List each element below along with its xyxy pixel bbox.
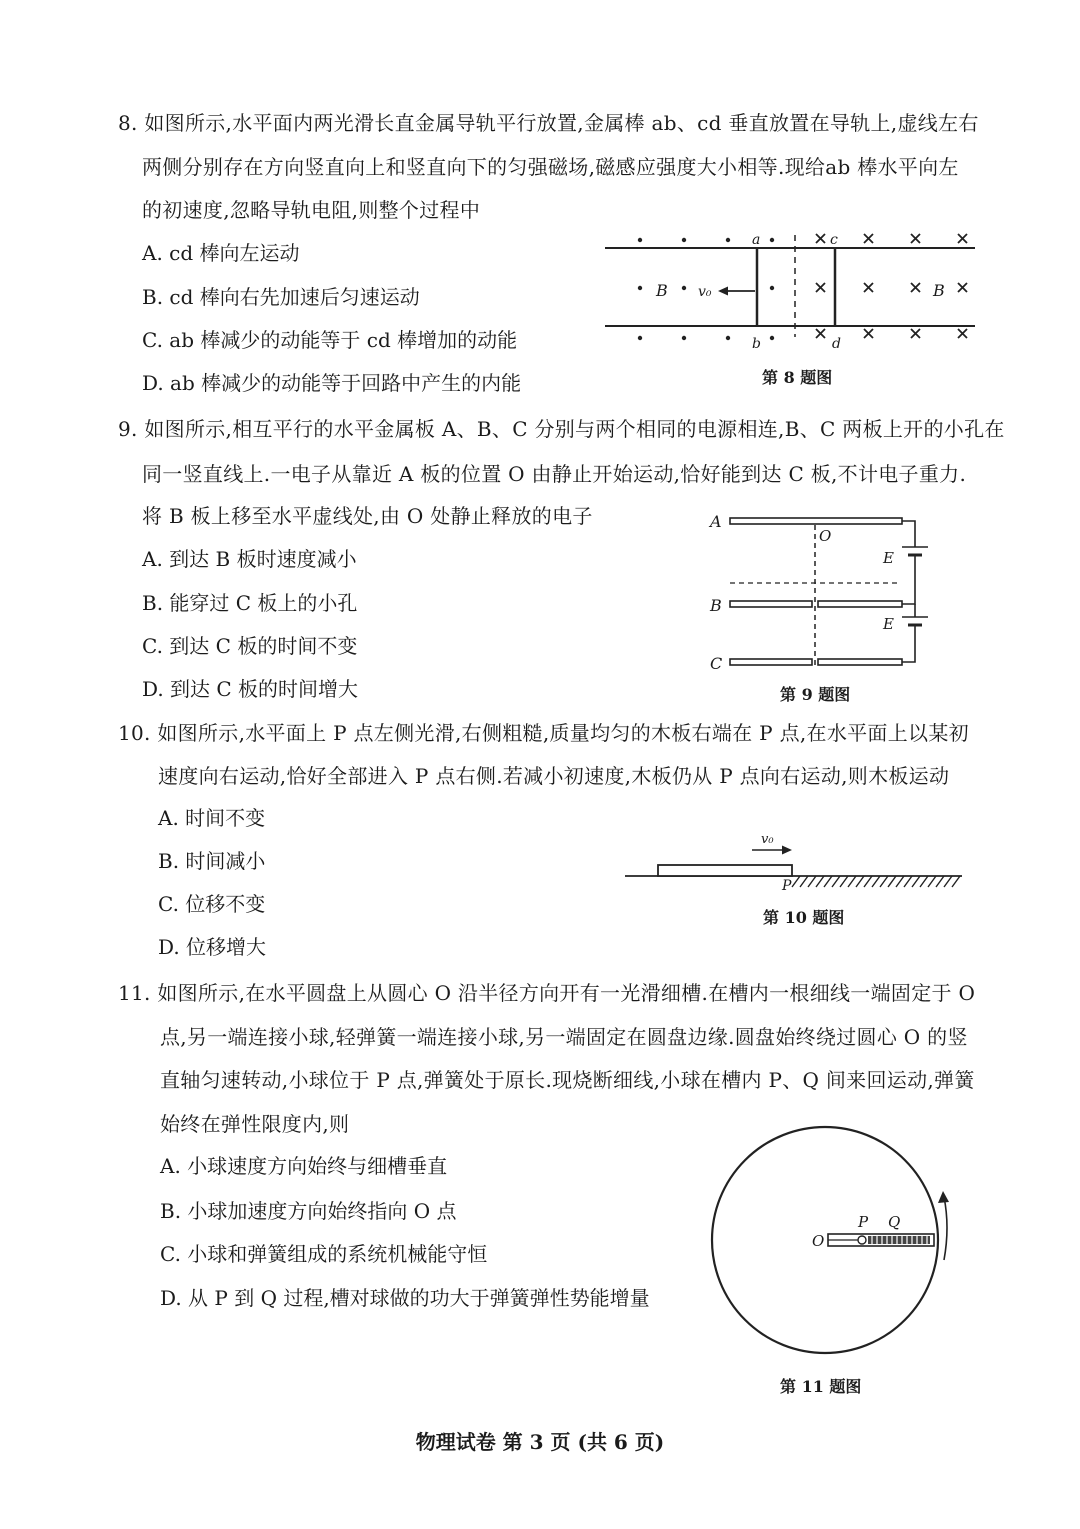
- q10-stem-line-2: 速度向右运动,恰好全部进入 P 点右侧.若减小初速度,木板仍从 P 点向右运动,则木板运动: [158, 764, 950, 788]
- q11-option-d: D. 从 P 到 Q 过程,槽对球做的功大于弹簧弹性势能增量: [160, 1286, 650, 1310]
- q11-option-c: C. 小球和弹簧组成的系统机械能守恒: [160, 1242, 488, 1266]
- q9-label-O: O: [819, 527, 832, 545]
- q10-option-c: C. 位移不变: [158, 892, 266, 916]
- page-footer: 物理试卷 第 3 页 (共 6 页): [415, 1430, 665, 1454]
- q10-figure: [620, 825, 970, 900]
- q8-option-b: B. cd 棒向右先加速后匀速运动: [142, 285, 420, 309]
- q9-option-b: B. 能穿过 C 板上的小孔: [142, 591, 358, 615]
- q9-stem-line-2: 同一竖直线上.一电子从靠近 A 板的位置 O 由静止开始运动,恰好能到达 C 板,不计电子重力.: [142, 462, 967, 486]
- q8-option-c: C. ab 棒减少的动能等于 cd 棒增加的动能: [142, 328, 518, 352]
- q11-label-O: O: [812, 1232, 825, 1250]
- q8-label-c: c: [830, 232, 838, 248]
- q10-option-b: B. 时间减小: [158, 849, 266, 873]
- q11-label-P: P: [858, 1213, 869, 1231]
- q9-figure: [700, 505, 940, 680]
- q8-figure: [600, 225, 980, 355]
- q10-stem-line-1: 10. 如图所示,水平面上 P 点左侧光滑,右侧粗糙,质量均匀的木板右端在 P 点,在水平面上以某初: [118, 721, 969, 745]
- q9-option-a: A. 到达 B 板时速度减小: [142, 547, 357, 571]
- q11-stem-line-3: 直轴匀速转动,小球位于 P 点,弹簧处于原长.现烧断细线,小球在槽内 P、Q 间来回运动,弹簧: [160, 1068, 975, 1092]
- q9-label-A: A: [710, 512, 722, 531]
- q8-label-b: b: [752, 336, 761, 352]
- q11-option-a: A. 小球速度方向始终与细槽垂直: [160, 1154, 448, 1178]
- q9-label-E2: E: [883, 615, 894, 633]
- q10-caption: 第 10 题图: [763, 908, 845, 927]
- q9-option-c: C. 到达 C 板的时间不变: [142, 634, 358, 658]
- q11-option-b: B. 小球加速度方向始终指向 O 点: [160, 1199, 457, 1223]
- q8-label-B-right: B: [933, 281, 945, 300]
- q9-label-C: C: [710, 654, 723, 673]
- q9-label-E1: E: [883, 549, 894, 567]
- q8-label-d: d: [832, 336, 841, 352]
- q9-stem-line-1: 9. 如图所示,相互平行的水平金属板 A、B、C 分别与两个相同的电源相连,B、C 两板上开的小孔在: [118, 417, 1005, 441]
- q8-stem-line-2: 两侧分别存在方向竖直向上和竖直向下的匀强磁场,磁感应强度大小相等.现给ab 棒水平向左: [142, 155, 959, 179]
- q11-label-Q: Q: [888, 1213, 901, 1231]
- q9-option-d: D. 到达 C 板的时间增大: [142, 677, 359, 701]
- q8-label-v0: v₀: [698, 284, 712, 300]
- q8-label-a: a: [752, 232, 761, 248]
- q8-option-a: A. cd 棒向左运动: [142, 241, 300, 265]
- q11-stem-line-4: 始终在弹性限度内,则: [160, 1112, 350, 1136]
- q10-label-P: P: [782, 878, 792, 894]
- q11-stem-line-2: 点,另一端连接小球,轻弹簧一端连接小球,另一端固定在圆盘边缘.圆盘始终绕过圆心 O 的竖: [160, 1025, 968, 1049]
- q10-option-a: A. 时间不变: [158, 806, 266, 830]
- q11-caption: 第 11 题图: [780, 1377, 862, 1396]
- q8-stem-line-1: 8. 如图所示,水平面内两光滑长直金属导轨平行放置,金属棒 ab、cd 垂直放置在导轨上,虚线左右: [118, 111, 979, 135]
- q10-label-v0: v₀: [761, 832, 774, 847]
- q11-stem-line-1: 11. 如图所示,在水平圆盘上从圆心 O 沿半径方向开有一光滑细槽.在槽内一根细线一端固定于 O: [118, 981, 976, 1005]
- q8-stem-line-3: 的初速度,忽略导轨电阻,则整个过程中: [142, 198, 481, 222]
- q8-option-d: D. ab 棒减少的动能等于回路中产生的内能: [142, 371, 522, 395]
- q9-label-B: B: [710, 596, 722, 615]
- q8-caption: 第 8 题图: [762, 368, 833, 387]
- q9-stem-line-3: 将 B 板上移至水平虚线处,由 O 处静止释放的电子: [142, 504, 593, 528]
- q9-caption: 第 9 题图: [780, 685, 851, 704]
- q8-label-B-left: B: [656, 281, 668, 300]
- q11-figure: [700, 1115, 960, 1375]
- q10-option-d: D. 位移增大: [158, 935, 267, 959]
